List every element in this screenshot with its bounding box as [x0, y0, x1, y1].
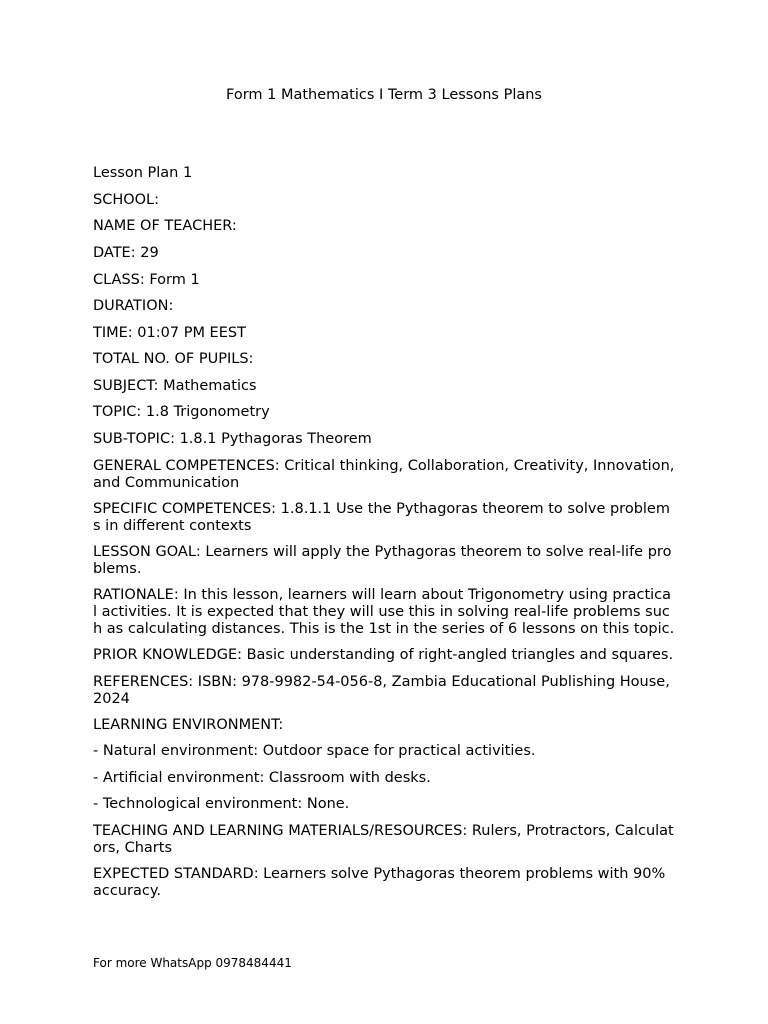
materials-resources-field: TEACHING AND LEARNING MATERIALS/RESOURCES: Rulers, Protractors, Calculators, Charts — [93, 823, 674, 856]
specific-competences-field: SPECIFIC COMPETENCES: 1.8.1.1 Use the Pythagoras theorem to solve problems in different contexts — [93, 501, 670, 534]
duration-field: DURATION: — [93, 298, 174, 314]
sub-topic-field: SUB-TOPIC: 1.8.1 Pythagoras Theorem — [93, 431, 372, 447]
class-field: CLASS: Form 1 — [93, 272, 200, 288]
document-title: Form 1 Mathematics I Term 3 Lessons Plans — [226, 87, 542, 103]
time-field: TIME: 01:07 PM EEST — [93, 325, 246, 341]
subject-field: SUBJECT: Mathematics — [93, 378, 257, 394]
expected-standard-field: EXPECTED STANDARD: Learners solve Pythagoras theorem problems with 90% accuracy. — [93, 866, 666, 899]
teacher-name-field: NAME OF TEACHER: — [93, 218, 237, 234]
lesson-goal-field: LESSON GOAL: Learners will apply the Pythagoras theorem to solve real-life problems. — [93, 544, 672, 577]
general-competences-field: GENERAL COMPETENCES: Critical thinking, Collaboration, Creativity, Innovation, and Communication — [93, 458, 675, 491]
lesson-plan-heading: Lesson Plan 1 — [93, 165, 193, 181]
rationale-field: RATIONALE: In this lesson, learners will learn about Trigonometry using practical activities. It is expected that they will use this in solving real-life problems such as calculating distances. This is the 1st in the series of 6 lessons on this topic. — [93, 587, 675, 637]
references-field: REFERENCES: ISBN: 978-9982-54-056-8, Zambia Educational Publishing House, 2024 — [93, 674, 670, 707]
total-pupils-field: TOTAL NO. OF PUPILS: — [93, 351, 254, 367]
school-field: SCHOOL: — [93, 192, 160, 208]
technological-environment-item: - Technological environment: None. — [93, 796, 350, 812]
artificial-environment-item: - Artificial environment: Classroom with desks. — [93, 770, 431, 786]
date-field: DATE: 29 — [93, 245, 159, 261]
footer-contact: For more WhatsApp 0978484441 — [93, 956, 292, 970]
prior-knowledge-field: PRIOR KNOWLEDGE: Basic understanding of right-angled triangles and squares. — [93, 647, 674, 663]
natural-environment-item: - Natural environment: Outdoor space for practical activities. — [93, 743, 536, 759]
learning-environment-heading: LEARNING ENVIRONMENT: — [93, 717, 284, 733]
topic-field: TOPIC: 1.8 Trigonometry — [93, 404, 270, 420]
